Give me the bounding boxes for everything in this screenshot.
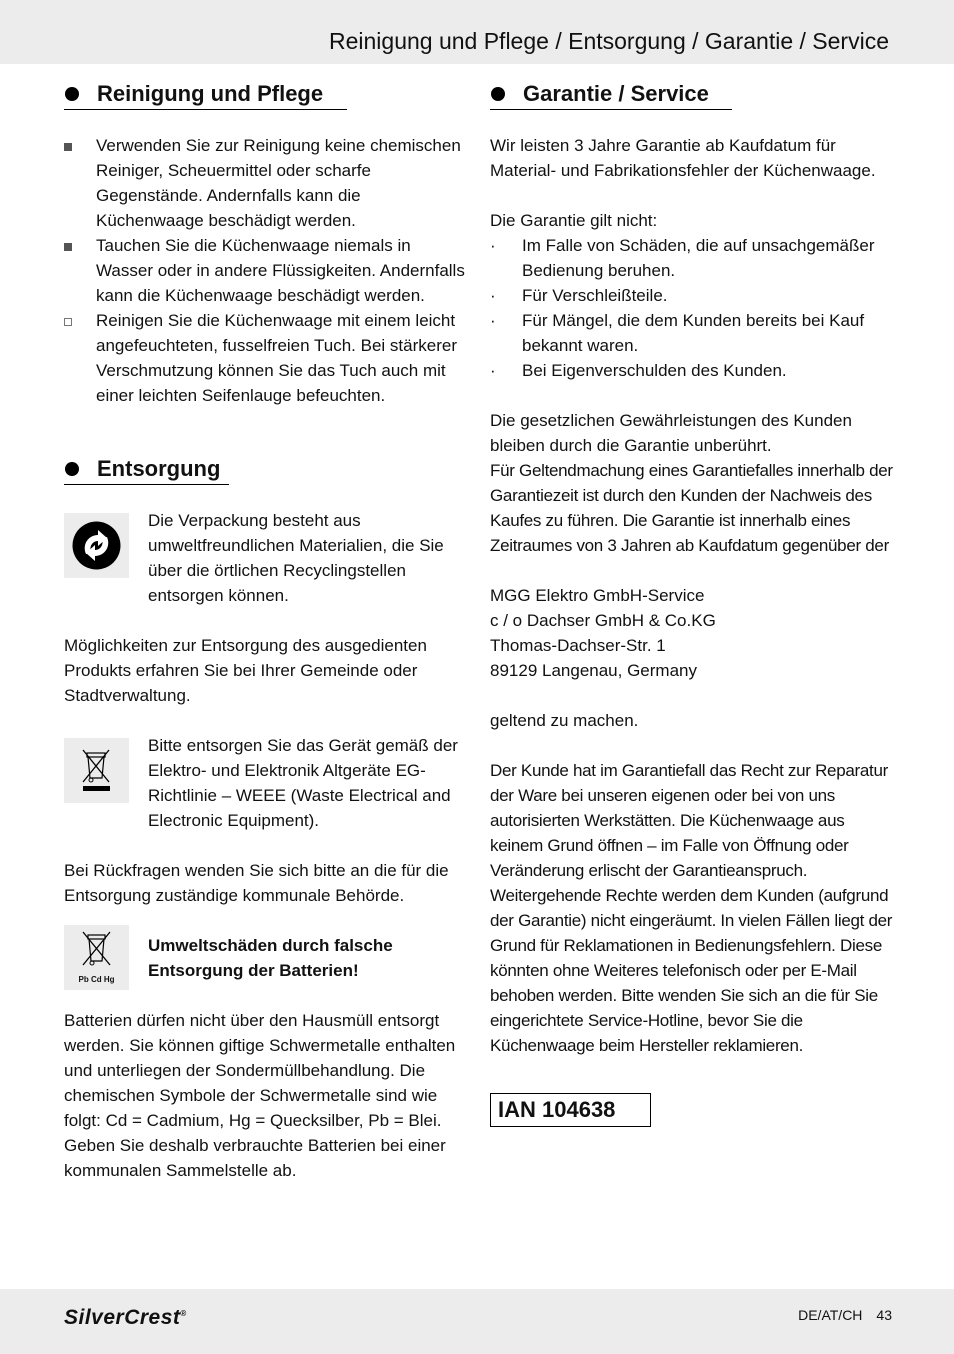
list-item: · Für Mängel, die dem Kunden bereits bei Kauf bekannt waren. (490, 311, 865, 355)
battery-icon-label: Pb Cd Hg (78, 975, 115, 984)
list-item: Reinigen Sie die Küchenwaage mit einem leicht angefeuchteten, fusselfreien Tuch. Bei stärkerer Verschmutzung können Sie das Tuch auch mit einer leichten Seifenlauge befeuchten. (64, 308, 469, 408)
disposal-heading-text: Entsorgung (97, 456, 221, 481)
footer-countries: DE/AT/CH (798, 1307, 863, 1323)
header-title: Reinigung und Pflege / Entsorgung / Garantie / Service (328, 28, 889, 54)
footer-info (798, 1307, 892, 1323)
heading-bullet-icon (65, 462, 79, 476)
cleaning-list (64, 133, 469, 408)
list-item: Tauchen Sie die Küchenwaage niemals in Wasser oder in andere Flüssigkeiten. Andernfalls kann die Küchenwaage beschädigt werden. (64, 233, 469, 308)
ian-number: IAN 104638 (490, 1093, 651, 1127)
battery-text: Batterien dürfen nicht über den Hausmüll entsorgt werden. Sie können giftige Schwermetalle enthalten und unterliegen der Sondermüllbehandlung. Die chemischen Symbole der Schwermetalle sind wie folgt: Cd = Cadmium, Hg = Quecksilber, Pb = Blei. Geben Sie deshalb verbrauchte Batterien bei einer kommunalen Sammelstelle ab. (64, 1011, 456, 1180)
page-header (0, 0, 954, 64)
warranty-intro: Wir leisten 3 Jahre Garantie ab Kaufdatum für Material- und Fabrikationsfehler der Küchenwaage. (490, 136, 876, 180)
packaging-text: Die Verpackung besteht aus umweltfreundlichen Materialien, die Sie über die örtlichen Recyclingstellen entsorgen können. (148, 511, 444, 605)
weee-bin-icon (64, 738, 129, 803)
questions-text: Bei Rückfragen wenden Sie sich bitte an die für die Entsorgung zuständige kommunale Behörde. (64, 861, 449, 905)
square-bullet-icon (64, 143, 72, 151)
repair-text: Der Kunde hat im Garantiefall das Recht zur Reparatur der Ware bei unseren eigenen oder bei von uns autorisierten Werkstätten. Die Küchenwaage aus keinem Grund öffnen – im Falle von Öffnung oder Veränderung erlischt der Garantieanspruch. Weitergehende Rechte werden dem Kunden (aufgrund der Garantie) nicht eingeräumt. In vielen Fällen liegt der Grund für Reklamationen in Bedienungsfehlern. Diese könnten ohne Weiteres telefonisch oder per E-Mail behoben werden. Bitte wenden Sie sich an die für Sie eingerichtete Service-Hotline, bevor Sie die Küchenwaage beim Hersteller reklamieren. (490, 761, 893, 1055)
heading-bullet-icon (65, 87, 79, 101)
cleaning-heading-text: Reinigung und Pflege (97, 81, 324, 106)
list-item: · Für Verschleißteile. (490, 286, 668, 305)
list-item: Verwenden Sie zur Reinigung keine chemischen Reiniger, Scheuermittel oder scharfe Gegenstände. Andernfalls kann die Küchenwaage beschädigt werden. (64, 133, 469, 233)
page-number: 43 (876, 1307, 892, 1323)
address-line: 89129 Langenau, Germany (490, 661, 697, 680)
brand-logo: SilverCrest® (64, 1306, 187, 1329)
weee-text: Bitte entsorgen Sie das Gerät gemäß der Elektro- und Elektronik Altgeräte EG-Richtlinie – WEEE (Waste Electrical and Electronic Equipment). (148, 736, 458, 830)
warranty-heading-text: Garantie / Service (523, 81, 709, 106)
square-bullet-icon (64, 243, 72, 251)
list-item: · Bei Eigenverschulden des Kunden. (490, 361, 787, 380)
recycling-icon (64, 513, 129, 578)
assert-text: geltend zu machen. (490, 711, 639, 730)
heading-bullet-icon (491, 87, 505, 101)
list-item: · Im Falle von Schäden, die auf unsachgemäßer Bedienung beruhen. (490, 236, 875, 280)
address-line: c / o Dachser GmbH & Co.KG (490, 611, 716, 630)
checkbox-bullet-icon (64, 318, 72, 326)
statutory-text: Die gesetzlichen Gewährleistungen des Kunden bleiben durch die Garantie unberührt. (490, 411, 852, 455)
disposal-options-text: Möglichkeiten zur Entsorgung des ausgedienten Produkts erfahren Sie bei Ihrer Gemeinde oder Stadtverwaltung. (64, 636, 427, 705)
address-line: Thomas-Dachser-Str. 1 (490, 636, 666, 655)
battery-bin-icon (64, 925, 129, 990)
warranty-body (490, 133, 895, 1058)
battery-warning: Umweltschäden durch falsche Entsorgung der Batterien! (148, 936, 393, 980)
address-line: MGG Elektro GmbH-Service (490, 586, 705, 605)
claim-text: Für Geltendmachung eines Garantiefalles innerhalb der Garantiezeit ist durch den Kunden der Nachweis des Kaufes zu führen. Die Garantie ist innerhalb eines Zeitraumes von 3 Jahren ab Kaufdatum gegenüber der (490, 461, 893, 555)
not-valid-label: Die Garantie gilt nicht: (490, 211, 658, 230)
